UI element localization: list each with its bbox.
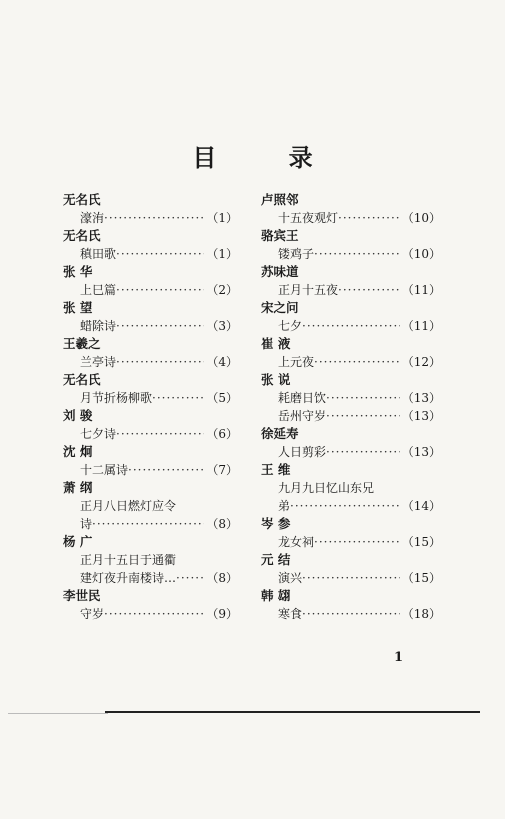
toc-entry <box>63 353 238 371</box>
dot-leader <box>302 605 400 623</box>
toc-entry <box>261 209 441 227</box>
toc-work-title-line <box>63 551 238 569</box>
toc-work-title: 上元夜 <box>278 355 315 369</box>
dot-leader <box>104 605 204 623</box>
page-title: 目 录 <box>192 143 345 172</box>
toc-work-title: 兰亭诗 <box>80 355 117 369</box>
toc-author: 萧 纲 <box>63 480 93 495</box>
toc-work-title: 龙女祠 <box>278 535 315 549</box>
dot-leader <box>314 245 400 263</box>
dot-leader <box>116 425 204 443</box>
toc-page-ref: （10） <box>401 211 441 225</box>
toc-work-title: 岳州守岁 <box>278 409 327 423</box>
toc-page-ref: （11） <box>401 283 441 297</box>
toc-entry <box>261 353 441 371</box>
toc-page-ref: （13） <box>401 391 441 405</box>
toc-work-title: 耗磨日饮 <box>278 391 327 405</box>
toc-work-title: 七夕 <box>278 319 303 333</box>
toc-column-right <box>261 191 441 623</box>
toc-work-title: 人日剪彩 <box>278 445 327 459</box>
dot-leader <box>152 389 204 407</box>
dot-leader <box>116 353 204 371</box>
dot-leader <box>338 209 400 227</box>
toc-author: 徐延寿 <box>261 426 299 441</box>
dot-leader <box>92 515 204 533</box>
toc-page-ref: （12） <box>401 355 441 369</box>
toc-author: 崔 液 <box>261 336 291 351</box>
dot-leader <box>116 245 204 263</box>
toc-author: 刘 骏 <box>63 408 93 423</box>
footer-rule <box>105 711 480 713</box>
dot-leader <box>176 569 204 587</box>
toc-work-title-line <box>261 479 441 497</box>
dot-leader <box>314 533 400 551</box>
toc-work-title: 正月八日燃灯应令 <box>80 499 177 513</box>
toc-page-ref: （7） <box>206 463 238 477</box>
dot-leader <box>338 281 400 299</box>
toc-author: 无名氏 <box>63 228 101 243</box>
toc-page-ref: （8） <box>206 571 238 585</box>
toc-work-title: 九月九日忆山东兄 <box>278 481 375 495</box>
toc-author: 张 华 <box>63 264 93 279</box>
toc-author: 王羲之 <box>63 336 101 351</box>
toc-entry <box>63 569 238 587</box>
toc-page-ref: （1） <box>206 247 238 261</box>
toc-work-title: 镂鸡子 <box>278 247 315 261</box>
toc-author: 岑 参 <box>261 516 291 531</box>
footer-rule-faint <box>8 713 108 714</box>
toc-page-ref: （9） <box>206 607 238 621</box>
toc-entry <box>261 317 441 335</box>
toc-entry <box>63 425 238 443</box>
toc-work-title: 月节折杨柳歌 <box>80 391 153 405</box>
dot-leader <box>326 389 400 407</box>
page-number: 1 <box>394 650 404 665</box>
toc-work-title: 弟 <box>278 499 291 513</box>
toc-author: 李世民 <box>63 588 101 603</box>
dot-leader <box>314 353 400 371</box>
toc-page-ref: （1） <box>206 211 238 225</box>
toc-entry <box>261 407 441 425</box>
toc-entry <box>261 245 441 263</box>
toc-author: 杨 广 <box>63 534 93 549</box>
dot-leader <box>326 407 400 425</box>
toc-author: 苏味道 <box>261 264 299 279</box>
dot-leader <box>302 569 400 587</box>
dot-leader <box>116 281 204 299</box>
toc-page-ref: （15） <box>401 571 441 585</box>
toc-author: 宋之问 <box>261 300 299 315</box>
toc-work-title: 十二属诗 <box>80 463 129 477</box>
toc-author: 骆宾王 <box>261 228 299 243</box>
toc-page-ref: （2） <box>206 283 238 297</box>
toc-author: 无名氏 <box>63 192 101 207</box>
toc-work-title: 建灯夜升南楼诗… <box>80 571 177 585</box>
dot-leader <box>104 209 204 227</box>
toc-entry <box>261 443 441 461</box>
toc-work-title: 稹田歌 <box>80 247 117 261</box>
toc-entry <box>63 245 238 263</box>
toc-work-title: 诗 <box>80 517 93 531</box>
toc-work-title: 正月十五夜 <box>278 283 339 297</box>
toc-work-title: 蜡除诗 <box>80 319 117 333</box>
toc-page-ref: （14） <box>401 499 441 513</box>
toc-entry <box>261 569 441 587</box>
toc-entry <box>63 389 238 407</box>
toc-entry <box>261 281 441 299</box>
toc-work-title-line <box>63 497 238 515</box>
toc-page-ref: （3） <box>206 319 238 333</box>
toc-page-ref: （5） <box>206 391 238 405</box>
toc-work-title: 上巳篇 <box>80 283 117 297</box>
toc-author: 张 望 <box>63 300 93 315</box>
toc-work-title: 演兴 <box>278 571 303 585</box>
toc-page-ref: （10） <box>401 247 441 261</box>
toc-entry <box>63 209 238 227</box>
dot-leader <box>290 497 400 515</box>
dot-leader <box>326 443 400 461</box>
toc-page-ref: （6） <box>206 427 238 441</box>
toc-entry <box>261 497 441 515</box>
toc-page-ref: （18） <box>401 607 441 621</box>
toc-page-ref: （13） <box>401 409 441 423</box>
toc-author: 无名氏 <box>63 372 101 387</box>
toc-work-title: 守岁 <box>80 607 105 621</box>
toc-work-title: 寒食 <box>278 607 303 621</box>
dot-leader <box>128 461 204 479</box>
toc-column-left <box>63 191 238 623</box>
toc-work-title: 七夕诗 <box>80 427 117 441</box>
toc-page-ref: （15） <box>401 535 441 549</box>
toc-work-title: 十五夜观灯 <box>278 211 339 225</box>
toc-entry <box>63 605 238 623</box>
toc-work-title: 濠洧 <box>80 211 105 225</box>
toc-author: 张 说 <box>261 372 291 387</box>
toc-page-ref: （13） <box>401 445 441 459</box>
toc-entry <box>63 281 238 299</box>
toc-work-title: 正月十五日于通衢 <box>80 553 177 567</box>
toc-author: 韩 翃 <box>261 588 291 603</box>
toc-entry <box>63 515 238 533</box>
toc-page-ref: （11） <box>401 319 441 333</box>
dot-leader <box>302 317 400 335</box>
toc-author: 元 结 <box>261 552 291 567</box>
toc-entry <box>261 389 441 407</box>
toc-author: 沈 炯 <box>63 444 93 459</box>
toc-author: 卢照邻 <box>261 192 299 207</box>
toc-entry <box>63 461 238 479</box>
toc-entry <box>63 317 238 335</box>
toc-entry <box>261 605 441 623</box>
toc-page-ref: （8） <box>206 517 238 531</box>
toc-author: 王 维 <box>261 462 291 477</box>
toc-entry <box>261 533 441 551</box>
dot-leader <box>116 317 204 335</box>
toc-page-ref: （4） <box>206 355 238 369</box>
